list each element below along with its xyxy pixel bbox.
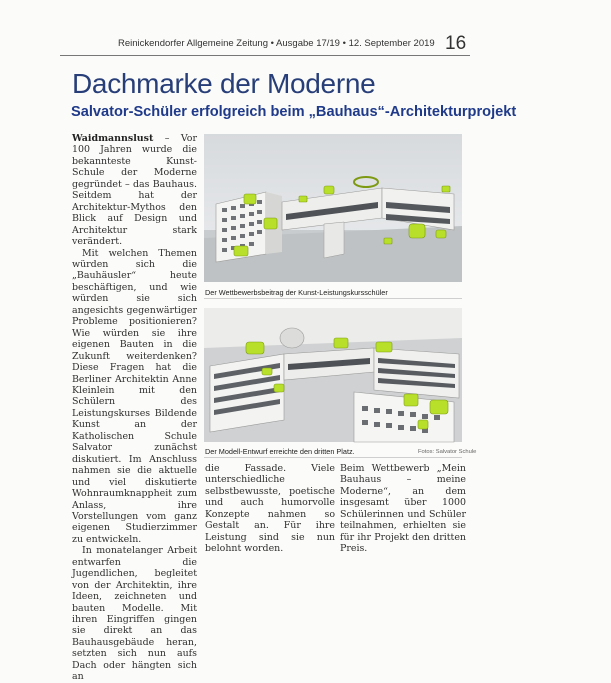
paragraph-2: Mit welchen Themen würden sich die „Bauhäusler“ heute beschäftigen, und wie würden sie sich angesichts gegenwärtiger Probleme positionieren? Wie würden sie ihre eigenen Bauten in die Zukunft weiterdenken? Diese Fragen hat die Berliner Architektin Anne Kleinlein mit den Schülern des Leistungskurses Bildende Kunst an der Katholischen Schule Salvator zunächst diskutiert. Im Anschluss nahmen sie die aktuelle und viel diskutierte Wohnraumknappheit zum Anlass, ihre Vorstellungen vom ganz eigenen Studierzimmer zu entwickeln. <box>72 247 197 545</box>
caption-rule-1 <box>204 298 462 299</box>
page-number: 16 <box>445 33 467 54</box>
paragraph-3: In monatelanger Arbeit entwarfen die Jugendlichen, begleitet von der Architektin, ihre Ideen, zeichneten und bauten Modelle. Mit ihren Eingriffen gingen sie direkt an das Bauhausgebäude heran, setzten sich nun aufs Dach oder hängten sich an <box>72 545 197 683</box>
photo-caption-2: Der Modell-Entwurf erreichte den dritten Platz. <box>205 447 355 456</box>
photo-credit: Fotos: Salvator Schule <box>418 449 477 455</box>
photo-caption-1: Der Wettbewerbsbeitrag der Kunst-Leistungskursschüler <box>205 288 388 297</box>
model-photo-2-image <box>204 308 462 442</box>
article-column-2 <box>205 463 335 555</box>
model-photo-1-image <box>204 134 462 282</box>
masthead: Reinickendorfer Allgemeine Zeitung • Ausgabe 17/19 • 12. September 2019 <box>118 38 435 49</box>
article-column-3 <box>340 463 466 555</box>
caption-rule-2 <box>204 457 462 458</box>
model-photo-2 <box>204 308 462 442</box>
masthead-rule <box>60 55 470 56</box>
article-subheadline: Salvator-Schüler erfolgreich beim „Bauhaus“-Architekturprojekt <box>71 104 517 120</box>
paragraph-1-text: – Vor 100 Jahren wurde die bekannteste Kunst-Schule der Moderne gegründet – das Bauhaus. Seitdem hat der Architektur-Mythos den Blick auf Design und Architektur stark verändert. <box>72 133 197 248</box>
column-2-text: die Fassade. Viele unterschiedliche selbstbewusste, poetische und auch humorvolle Konzepte nahmen so Gestalt an. Für ihre Leistung sind sie nun belohnt worden. <box>205 463 335 555</box>
column-3-text: Beim Wettbewerb „Mein Bauhaus – meine Moderne“, an dem insgesamt über 1000 Schülerinnen und Schüler teilnahmen, erhielten sie für ihr Projekt den dritten Preis. <box>340 463 466 555</box>
article-headline: Dachmarke der Moderne <box>72 68 376 99</box>
dateline: Waidmannslust <box>72 133 154 144</box>
article-column-1 <box>72 133 197 683</box>
paragraph-1 <box>72 133 197 248</box>
model-photo-1 <box>204 134 462 282</box>
